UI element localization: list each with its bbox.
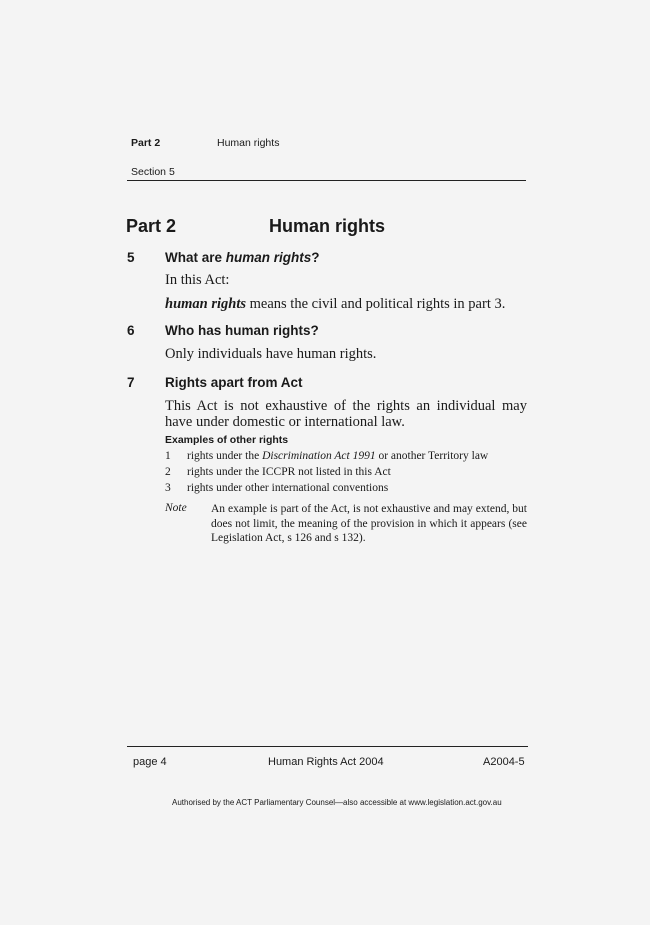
example-item xyxy=(165,482,388,494)
section-5-definition xyxy=(165,296,505,313)
section-5-intro: In this Act: xyxy=(165,272,230,288)
example-act-name: Discrimination Act 1991 xyxy=(262,450,376,462)
section-7-number: 7 xyxy=(127,375,135,390)
header-part-label: Part 2 xyxy=(131,137,161,149)
section-6-heading: Who has human rights? xyxy=(165,323,319,338)
example-item xyxy=(165,466,391,478)
header-divider xyxy=(127,180,526,181)
footer-divider xyxy=(127,746,528,747)
section-5-heading-suffix: ? xyxy=(311,250,320,265)
footer-act-id: A2004-5 xyxy=(483,756,525,768)
header-part-title: Human rights xyxy=(217,137,280,149)
section-5-number: 5 xyxy=(127,250,135,265)
section-6-text: Only individuals have human rights. xyxy=(165,346,377,362)
section-7-text: This Act is not exhaustive of the rights an individual may have under domestic or international law. xyxy=(165,398,527,430)
examples-heading: Examples of other rights xyxy=(165,434,289,446)
note-label: Note xyxy=(165,502,187,514)
example-number: 3 xyxy=(165,482,171,494)
example-text: rights under other international conventions xyxy=(187,482,389,494)
footer-page-number: page 4 xyxy=(133,756,167,768)
part-heading-number: Part 2 xyxy=(126,216,177,236)
example-item xyxy=(165,450,488,462)
definition-term: human rights xyxy=(165,296,247,312)
example-number: 1 xyxy=(165,450,171,462)
section-5-heading-term: human rights xyxy=(225,250,312,265)
example-text: rights under the xyxy=(187,450,263,462)
footer-authorisation: Authorised by the ACT Parliamentary Counsel—also accessible at www.legislation.act.gov.au xyxy=(172,798,502,807)
section-6-number: 6 xyxy=(127,323,135,338)
example-number: 2 xyxy=(165,466,171,478)
definition-text: means the civil and political rights in part 3. xyxy=(246,296,506,312)
footer-act-title: Human Rights Act 2004 xyxy=(268,756,384,768)
section-7-heading: Rights apart from Act xyxy=(165,375,303,390)
part-heading-title: Human rights xyxy=(269,216,386,236)
section-5-heading xyxy=(165,250,320,265)
example-text: rights under the ICCPR not listed in this Act xyxy=(187,466,391,478)
example-text-suffix: or another Territory law xyxy=(375,450,489,462)
note-text: An example is part of the Act, is not exhaustive and may extend, but does not limit, the meaning of the provision in which it appears (see Legislation Act, s 126 and s 132). xyxy=(211,503,527,544)
header-section-label: Section 5 xyxy=(131,166,175,178)
section-5-heading-prefix: What are xyxy=(165,250,226,265)
